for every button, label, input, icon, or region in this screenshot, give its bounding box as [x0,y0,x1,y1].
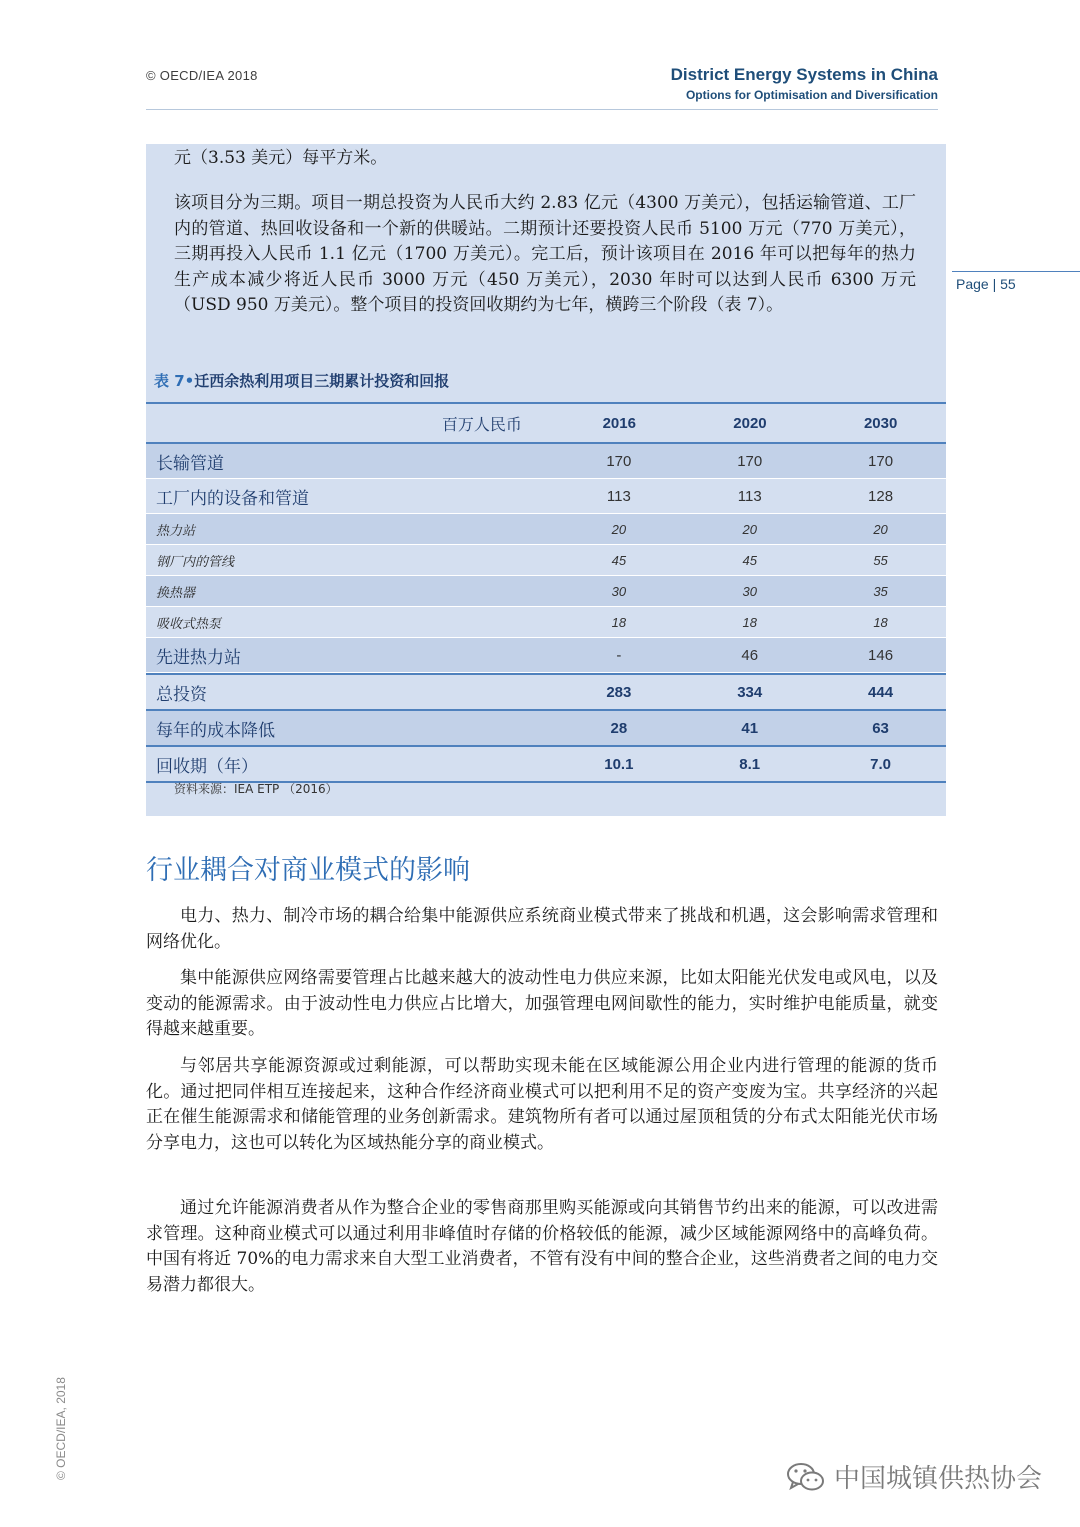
table-year-header: 2016 [602,414,636,432]
row-value: 30 [611,583,627,599]
table-source: 资料来源：IEA ETP （2016） [174,782,338,796]
header-copyright: © OECD/IEA 2018 [146,68,258,83]
box-paragraph-1: 元（3.53 美元）每平方米。 [174,148,388,168]
case-study-box [146,144,946,816]
table-row [146,607,946,638]
body-paragraph: 集中能源供应网络需要管理占比越来越大的波动性电力供应来源，比如太阳能光伏发电或风电，以及变动的能源需求。由于波动性电力供应占比增大，加强管理电网间歇性的能力，实时维护电能质量，就变得越来越重要。 [146,968,938,1039]
table-row [146,545,946,576]
row-label: 换热器 [156,585,196,601]
table-header-row [146,402,946,444]
page-number: Page | 55 [956,276,1016,292]
table-unit-header: 百万人民币 [441,414,522,434]
table-caption-label: 表 7• [154,372,195,390]
body-paragraph: 与邻居共享能源资源或过剩能源，可以帮助实现未能在区域能源公用企业内进行管理的能源的货币化。通过把同伴相互连接起来，这种合作经济商业模式可以把利用不足的资产变废为宝。共享经济的兴起正在催生能源需求和储能管理的业务创新需求。建筑物所有者可以通过屋顶租赁的分布式太阳能光伏市场分享电力，这也可以转化为区域热能分享的商业模式。 [146,1056,938,1153]
row-value: 146 [868,646,894,664]
row-value: 334 [737,683,763,701]
header-block [671,64,938,104]
row-value: 45 [611,552,627,568]
row-value: 170 [737,452,763,470]
watermark-text: 中国城镇供热协会 [834,1464,1043,1494]
row-value: 283 [606,683,632,701]
row-value: 30 [742,583,757,599]
box-paragraph-2: 该项目分为三期。项目一期总投资为人民币大约 2.83 亿元（4300 万美元），包括运输管道、工厂内的管道、热回收设备和一个新的供暖站。二期预计还要投资人民币 5100 万元（770 万美元），三期再投入人民币 1.1 亿元（1700 万美元）。完工后，预计该项目在 2016 年可以把每年的热力生产成本减少将近人民币 3000 万元（450 万美元），2030 年时可以达到人民币 6300 万元（USD 950 万美元）。整个项目的投资回收期约为七年，横跨三个阶段（表 7）。 [174,193,916,315]
header-divider [146,109,938,110]
table-total-row [146,673,946,709]
row-value: 170 [606,452,632,470]
row-value: 45 [742,552,757,568]
row-label: 热力站 [156,523,196,539]
table-caption [154,370,449,391]
row-label: 工厂内的设备和管道 [156,488,309,509]
row-label: 钢厂内的管线 [156,554,235,570]
row-value: 113 [737,487,762,505]
row-label: 长输管道 [156,453,224,474]
row-value: 18 [611,614,627,630]
row-label: 吸收式热泵 [156,616,222,632]
row-value: 20 [611,521,627,537]
table-savings-row [146,709,946,745]
row-value: 55 [873,552,888,568]
row-label: 先进热力站 [156,647,241,668]
investment-table [146,402,946,783]
row-label: 总投资 [156,684,207,705]
row-value: 18 [742,614,757,630]
row-value: 113 [606,487,631,505]
page-divider [952,271,1080,272]
table-row [146,638,946,673]
side-copyright: © OECD/IEA, 2018 [54,1377,68,1480]
row-label: 每年的成本降低 [156,720,275,741]
row-value: 7.0 [870,755,891,773]
row-value: 8.1 [739,755,761,773]
section-title: 行业耦合对商业模式的影响 [146,855,470,886]
wechat-icon [786,1461,826,1493]
row-value: 20 [873,521,888,537]
table-row [146,479,946,514]
row-value: - [616,646,622,664]
row-value: 128 [868,487,894,505]
table-row [146,514,946,545]
row-label: 回收期（年） [156,756,258,777]
row-value: 444 [868,683,894,701]
row-value: 10.1 [604,755,634,773]
row-value: 170 [868,452,894,470]
row-value: 46 [741,646,759,664]
body-paragraph: 电力、热力、制冷市场的耦合给集中能源供应系统商业模式带来了挑战和机遇，这会影响需求管理和网络优化。 [146,906,938,952]
row-value: 41 [741,719,759,737]
row-value: 28 [610,719,628,737]
table-row [146,576,946,607]
table-payback-row [146,745,946,783]
body-paragraph: 通过允许能源消费者从作为整合企业的零售商那里购买能源或向其销售节约出来的能源，可以改进需求管理。这种商业模式可以通过利用非峰值时存储的价格较低的能源，减少区域能源网络中的高峰负荷。中国有将近 70%的电力需求来自大型工业消费者，不管有没有中间的整合企业，这些消费者之间的电力交易潜力都很大。 [146,1198,938,1295]
row-value: 63 [872,719,889,737]
table-year-header: 2030 [863,414,898,432]
watermark [786,1458,1042,1495]
table-year-header: 2020 [733,414,767,432]
header-title: District Energy Systems in China [670,65,938,84]
row-value: 18 [873,614,888,630]
table-row [146,444,946,479]
table-caption-text: 迁西余热利用项目三期累计投资和回报 [194,372,450,390]
header-subtitle: Options for Optimisation and Diversification [685,88,938,102]
row-value: 20 [742,521,757,537]
row-value: 35 [873,583,888,599]
